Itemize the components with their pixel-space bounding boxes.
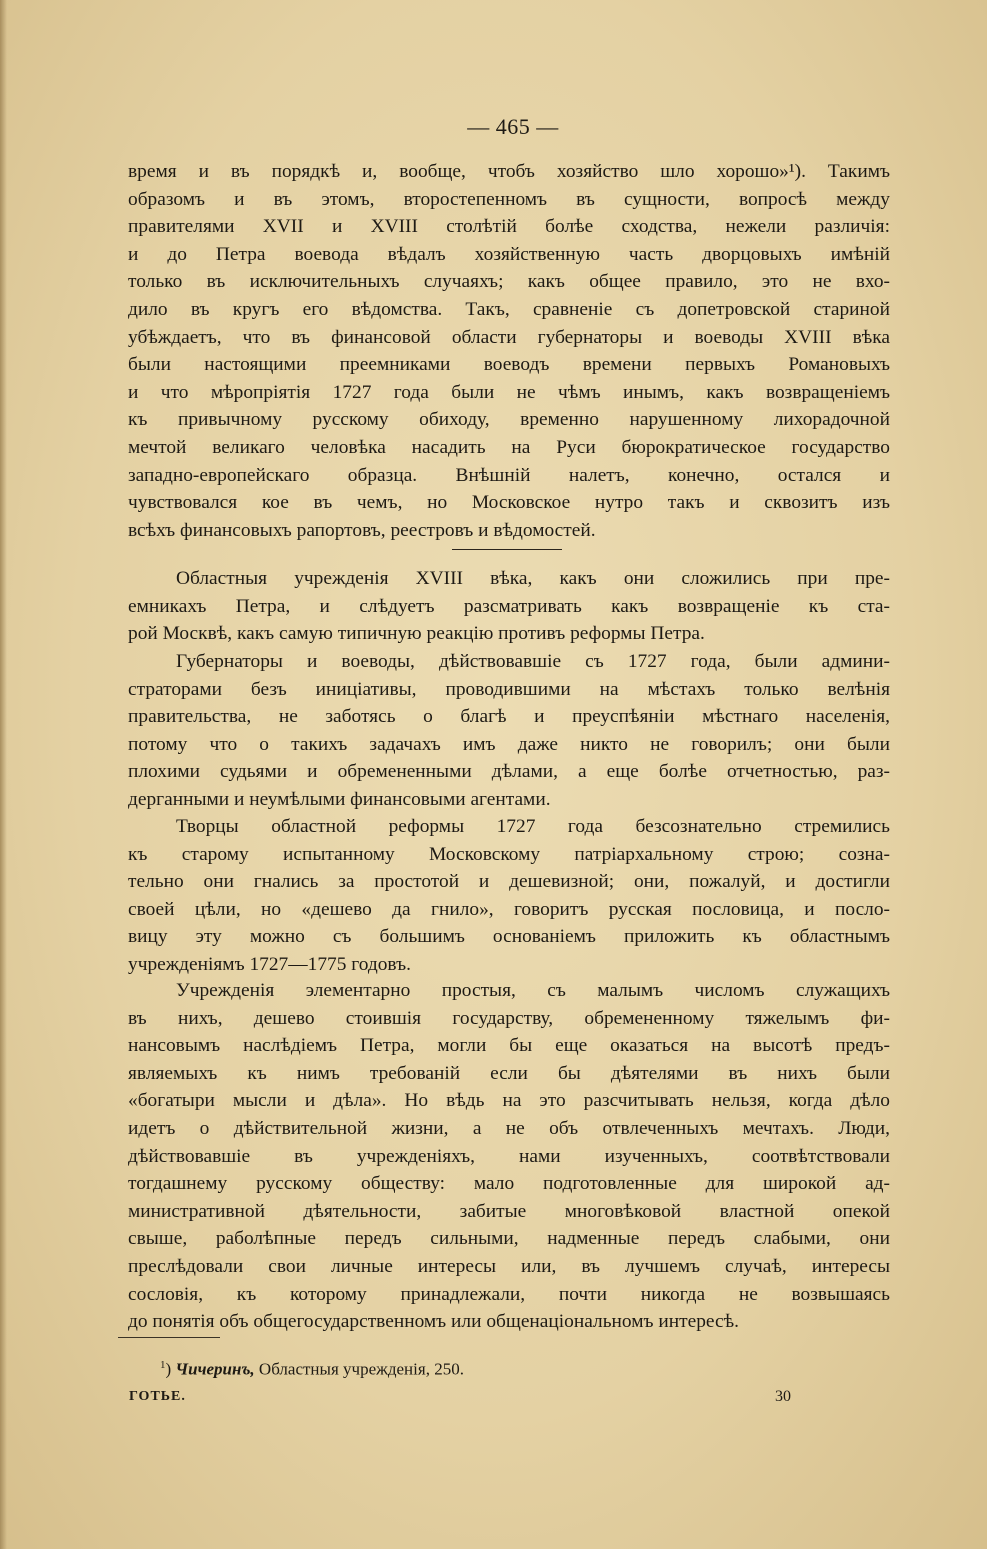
text-line: къ привычному русскому обиходу, временно нарушенному лихорадочной (128, 409, 890, 431)
text-line: рой Москвѣ, какъ самую типичную реакцію противъ реформы Петра. (128, 623, 705, 645)
paragraph-2 (128, 565, 890, 648)
text-line: были настоящими преемниками воеводъ времени первыхъ Романовыхъ (128, 354, 890, 376)
page-number: — 465 — (467, 114, 559, 139)
text-line: мечтой великаго человѣка насадить на Руси бюрократическое государство (128, 436, 890, 458)
text-line: до понятія объ общегосударственномъ или общенаціональномъ интересѣ. (128, 1311, 739, 1333)
text-line: дило въ кругъ его вѣдомства. Такъ, сравненіе съ допетровской стариной (128, 298, 890, 320)
text-line: учрежденіямъ 1727—1775 годовъ. (128, 953, 411, 975)
text-line: образомъ и въ этомъ, второстепенномъ въ сущности, вопросѣ между (128, 188, 890, 210)
text-line: и до Петра воевода вѣдалъ хозяйственную часть дворцовыхъ имѣній (128, 243, 890, 265)
footnote-text: Областныя учрежденія, 250. (258, 1359, 464, 1379)
text-line: Творцы областной реформы 1727 года безсознательно стремились (176, 816, 890, 837)
text-line: Учрежденія элементарно простыя, съ малымъ числомъ служащихъ (176, 980, 890, 1001)
text-line: страторами безъ иниціативы, проводившими на мѣстахъ только велѣнія (128, 678, 890, 700)
footnote (160, 1359, 464, 1380)
text-line: правительства, не заботясь о благѣ и преуспѣяніи мѣстнаго населенія, (128, 706, 890, 728)
text-line: являемыхъ къ нимъ требованій если бы дѣятелями въ нихъ были (128, 1062, 890, 1084)
footnote-divider (118, 1337, 220, 1338)
text-line: правителями XVII и XVIII столѣтій болѣе сходства, нежели различія: (128, 216, 890, 238)
text-line: дѣйствовавшіе въ учрежденіяхъ, нами изученныхъ, соотвѣтствовали (128, 1145, 890, 1167)
text-line: западно-европейскаго образца. Внѣшній налетъ, конечно, остался и (128, 464, 890, 486)
section-divider (452, 549, 562, 550)
paragraph-4 (128, 813, 890, 979)
text-line: министративной дѣятельности, забитые многовѣковой властной опекой (128, 1200, 890, 1222)
text-line: емникахъ Петра, и слѣдуетъ разсматривать какъ возвращеніе къ ста- (128, 595, 890, 617)
text-line: и что мѣропріятія 1727 года были не чѣмъ инымъ, какъ возвращеніемъ (128, 381, 890, 403)
text-line: въ нихъ, дешево стоившія государству, обремененному тяжелымъ фи- (128, 1007, 890, 1029)
text-line: своей цѣли, но «дешево да гнило», говоритъ русская пословица, и посло- (128, 898, 890, 920)
paragraph-1 (128, 158, 890, 544)
text-line: нансовымъ наслѣдіемъ Петра, могли бы еще оказаться на высотѣ предъ- (128, 1035, 890, 1057)
text-line: плохими судьями и обремененными дѣлами, а еще болѣе отчетностью, раз- (128, 761, 890, 783)
text-line: только въ исключительныхъ случаяхъ; какъ общее правило, это не вхо- (128, 271, 890, 293)
text-line: убѣждаетъ, что въ финансовой области губернаторы и воеводы XVIII вѣка (128, 326, 890, 348)
sheet-number: 30 (775, 1388, 791, 1405)
footnote-marker: 1 (160, 1359, 166, 1371)
text-line: всѣхъ финансовыхъ рапортовъ, реестровъ и вѣдомостей. (128, 519, 596, 541)
text-line: дерганными и неумѣлыми финансовыми агентами. (128, 788, 551, 810)
text-line: вицу эту можно съ большимъ основаніемъ приложить къ областнымъ (128, 926, 890, 948)
text-line: потому что о такихъ задачахъ имъ даже никто не говорилъ; они были (128, 733, 890, 755)
text-line: «богатыри мысли и дѣла». Но вѣдь на это разсчитывать нельзя, когда дѣло (128, 1090, 890, 1112)
footnote-author: Чичеринъ, (175, 1359, 255, 1379)
text-line: свыше, раболѣпные передъ сильными, надменные передъ слабыми, они (128, 1228, 890, 1250)
paragraph-3 (128, 648, 890, 814)
text-line: идетъ о дѣйствительной жизни, а не объ отвлеченныхъ мечтахъ. Люди, (128, 1117, 890, 1139)
text-line: сословія, къ которому принадлежали, почти никогда не возвышаясь (128, 1283, 890, 1305)
text-line: чувствовался кое въ чемъ, но Московское нутро такъ и сквозитъ изъ (128, 492, 890, 514)
text-line: Областныя учрежденія XVIII вѣка, какъ они сложились при пре- (176, 568, 890, 589)
text-line: тогдашнему русскому обществу: мало подготовленные для широкой ад- (128, 1173, 890, 1195)
text-line: къ старому испытанному Московскому патріархальному строю; созна- (128, 843, 890, 865)
printer-signature: ГОТЬЕ. (129, 1389, 186, 1404)
text-line: Губернаторы и воеводы, дѣйствовавшіе съ 1727 года, были админи- (176, 651, 890, 672)
footnote-bracket: ) (165, 1359, 172, 1379)
page-binding-edge (0, 0, 7, 1549)
paragraph-5 (128, 977, 890, 1336)
text-line: преслѣдовали свои личные интересы или, въ лучшемъ случаѣ, интересы (128, 1255, 890, 1277)
text-line: время и въ порядкѣ и, вообще, чтобъ хозяйство шло хорошо»¹). Такимъ (128, 161, 890, 182)
text-line: тельно они гнались за простотой и дешевизной; они, пожалуй, и достигли (128, 871, 890, 893)
